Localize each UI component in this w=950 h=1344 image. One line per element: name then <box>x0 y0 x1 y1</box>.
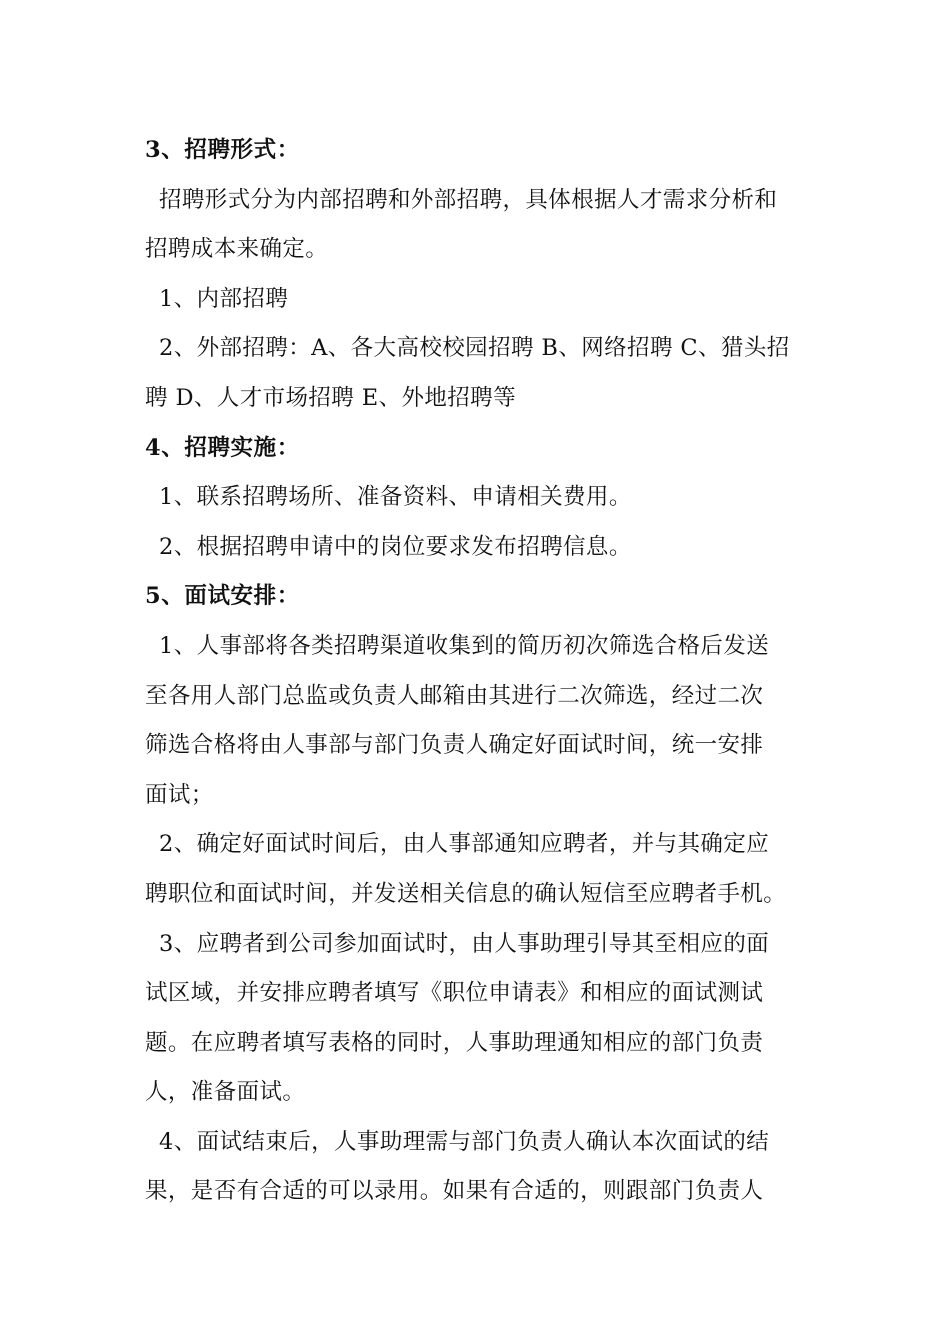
list-item: 2、外部招聘：A、各大高校校园招聘 B、网络招聘 C、猎头招 <box>159 335 790 362</box>
paragraph-line: 筛选合格将由人事部与部门负责人确定好面试时间，统一安排 <box>145 732 764 759</box>
section-heading-recruitment-form: 3、招聘形式： <box>145 137 300 163</box>
paragraph-line: 聘职位和面试时间，并发送相关信息的确认短信至应聘者手机。 <box>145 880 787 907</box>
paragraph-line: 至各用人部门总监或负责人邮箱由其进行二次筛选，经过二次 <box>145 682 764 709</box>
paragraph-line: 招聘成本来确定。 <box>145 236 329 263</box>
paragraph-line: 人，准备面试。 <box>145 1079 306 1106</box>
list-item: 4、面试结束后，人事助理需与部门负责人确认本次面试的结 <box>159 1128 770 1155</box>
list-item: 2、根据招聘申请中的岗位要求发布招聘信息。 <box>159 533 632 560</box>
list-item: 1、人事部将各类招聘渠道收集到的简历初次筛选合格后发送 <box>159 632 770 659</box>
paragraph-line: 聘 D、人才市场招聘 E、外地招聘等 <box>145 384 516 411</box>
paragraph-line: 试区域，并安排应聘者填写《职位申请表》和相应的面试测试 <box>145 980 764 1007</box>
section-heading-recruitment-implementation: 4、招聘实施： <box>145 434 300 461</box>
list-item: 2、确定好面试时间后，由人事部通知应聘者，并与其确定应 <box>159 831 770 858</box>
paragraph-line: 面试； <box>145 781 214 808</box>
list-item: 3、应聘者到公司参加面试时，由人事助理引导其至相应的面 <box>159 930 770 957</box>
paragraph-line: 果，是否有合适的可以录用。如果有合适的，则跟部门负责人 <box>145 1178 764 1205</box>
section-heading-interview-arrangement: 5、面试安排： <box>145 583 300 610</box>
paragraph-line: 招聘形式分为内部招聘和外部招聘，具体根据人才需求分析和 <box>159 186 778 213</box>
list-item: 1、内部招聘 <box>159 285 289 312</box>
document-page <box>145 126 813 1217</box>
paragraph-line: 题。在应聘者填写表格的同时，人事助理通知相应的部门负责 <box>145 1029 764 1056</box>
list-item: 1、联系招聘场所、准备资料、申请相关费用。 <box>159 484 632 511</box>
